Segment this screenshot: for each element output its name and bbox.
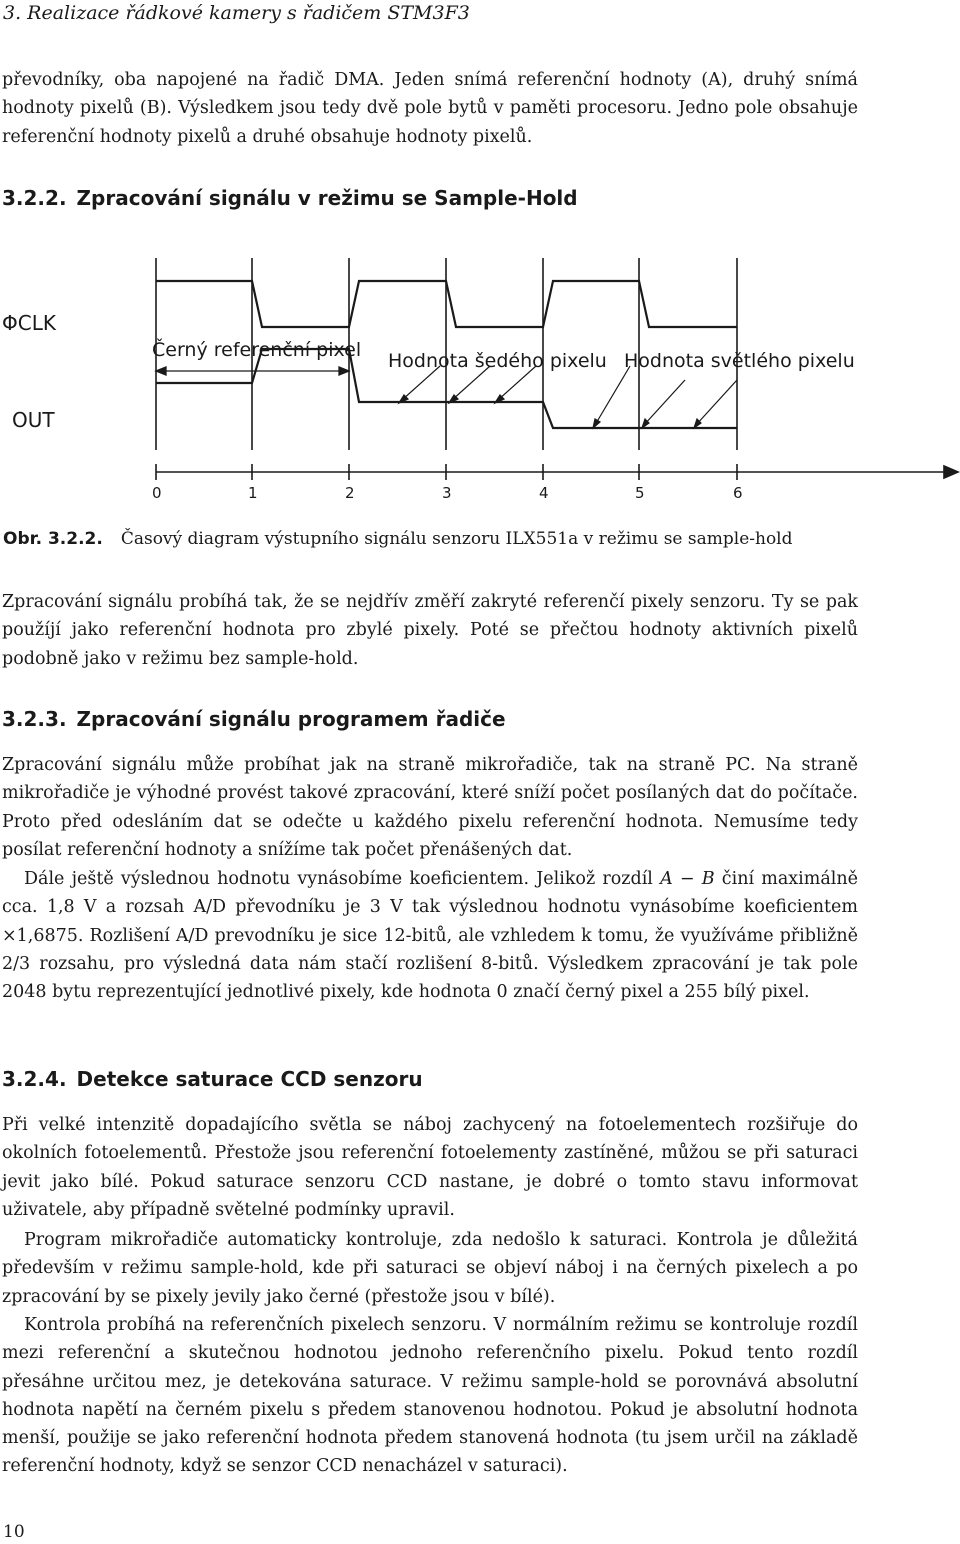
paragraph-coefficient bbox=[2, 865, 858, 1006]
figure-caption-text: Časový diagram výstupního signálu senzoru ILX551a v režimu se sample-hold bbox=[120, 529, 793, 549]
time-axis bbox=[156, 464, 958, 480]
intro-paragraph: převodníky, oba napojené na řadič DMA. Jeden snímá referenční hodnoty (A), druhý snímá hodnoty pixelů (B). Výsledkem jsou tedy dvě pole bytů v paměti procesoru. Jedno pole obsahuje referenční hodnoty pixelů a druhé obsahuje hodnoty pixelů. bbox=[2, 70, 858, 147]
tick-label: 5 bbox=[635, 484, 645, 502]
section-heading-3-2-4 bbox=[2, 1067, 423, 1091]
clk-signal-label: ΦCLK bbox=[2, 311, 56, 335]
figure-caption bbox=[3, 529, 903, 549]
math-expression: A − B bbox=[660, 869, 715, 889]
timing-diagram bbox=[0, 240, 960, 510]
tick-label: 6 bbox=[733, 484, 743, 502]
section-heading-3-2-2 bbox=[2, 186, 578, 210]
section-number: 3.2.2. bbox=[2, 186, 67, 210]
text-run: rozsahu, pro výsledná data nám stačí rozlišení 8-bitů. Výsledkem zpracování je tak pole 2048 bytu reprezentující jednotlivé pixely, kde hodnota 0 značí černý pixel a 255 bílý pixel. bbox=[2, 953, 858, 1003]
light-pixel-label: Hodnota světlého pixelu bbox=[624, 350, 855, 372]
paragraph-saturation-detection: Kontrola probíhá na referenčních pixelech senzoru. V normálním režimu se kontroluje rozdíl mezi referenční a skutečnou hodnotou jednoho referenčního pixelu. Pokud tento rozdíl přesáhne určitou mez, je detekována saturace. V režimu sample-hold se porovnává absolutní hodnota napětí na černém pixelu s předem stanovenou hodnotou. Pokud je absolutní hodnota menší, použije se jako referenční hodnota předem stanovená hodnota (tu jsem určil na základě referenční hodnoty, když se senzor CCD nenacházel v saturaci). bbox=[2, 1315, 858, 1477]
text-run: Dále ještě výslednou hodnotu vynásobíme koeficientem. Jelikož rozdíl bbox=[24, 869, 661, 889]
paragraph-saturation-intro: Při velké intenzitě dopadajícího světla se náboj zachycený na fotoelementech rozšiřuje do okolních fotoelementů. Přestože jsou referenční fotoelementy zastíněné, můžou se při saturaci jevit jako bílé. Pokud saturace senzoru CCD nastane, je dobré o tomto stavu informovat uživatele, aby případně světelné podmínky upravil. bbox=[2, 1115, 858, 1220]
tick-label: 2 bbox=[345, 484, 355, 502]
paragraph-controller-processing: Zpracování signálu může probíhat jak na straně mikrořadiče, tak na straně PC. Na straně mikrořadiče je výhodné provést takové zpracování, které sníží počet posílaných dat do počítače. Proto před odesláním dat se odečte u každého pixelu referenční hodnota. Nemusíme tedy posílat referenční hodnoty a snížíme tak počet přenášených dat. bbox=[2, 755, 858, 860]
fraction: 2/3 bbox=[2, 953, 31, 974]
tick-label: 0 bbox=[152, 484, 162, 502]
tick-label: 4 bbox=[539, 484, 549, 502]
tick-label: 1 bbox=[248, 484, 258, 502]
section-title: Zpracování signálu programem řadiče bbox=[76, 707, 506, 731]
out-signal-label: OUT bbox=[12, 408, 55, 432]
figure-caption-label: Obr. 3.2.2. bbox=[3, 529, 103, 549]
paragraph-saturation-check: Program mikrořadiče automaticky kontroluje, zda nedošlo k saturaci. Kontrola je důležitá především v režimu sample-hold, kde při saturaci se objeví náboj i na černých pixelech a po zpracování by se pixely jevily jako černé (přestože jsou v bílé). bbox=[2, 1230, 858, 1307]
text-run: činí maximálně cca. 1,8 V a rozsah A/D převodníku je 3 V tak výslednou hodnotu vynásobíme koeficientem ×1,6875. Rozlišení A/D prevodníku je sice 12-bitů, ale vzhledem k tomu, že využíváme přibližně bbox=[2, 869, 858, 946]
black-ref-pixel-label: Černý referenční pixel bbox=[152, 339, 362, 361]
page-number: 10 bbox=[3, 1522, 25, 1542]
sample-arrows bbox=[399, 366, 737, 428]
tick-label: 3 bbox=[442, 484, 452, 502]
section-heading-3-2-3 bbox=[2, 707, 506, 731]
section-number: 3.2.4. bbox=[2, 1067, 67, 1091]
gray-pixel-label: Hodnota šedého pixelu bbox=[388, 350, 607, 372]
running-header: 3. Realizace řádkové kamery s řadičem STM3F3 bbox=[3, 2, 470, 24]
paragraph-processing: Zpracování signálu probíhá tak, že se nejdřív změří zakryté referenčí pixely senzoru. Ty se pak použíjí jako referenční hodnota pro zbylé pixely. Poté se přečtou hodnoty aktivních pixelů podobně jako v režimu bez sample-hold. bbox=[2, 592, 858, 669]
section-title: Detekce saturace CCD senzoru bbox=[76, 1067, 423, 1091]
section-number: 3.2.3. bbox=[2, 707, 67, 731]
section-title: Zpracování signálu v režimu se Sample-Hold bbox=[76, 186, 578, 210]
